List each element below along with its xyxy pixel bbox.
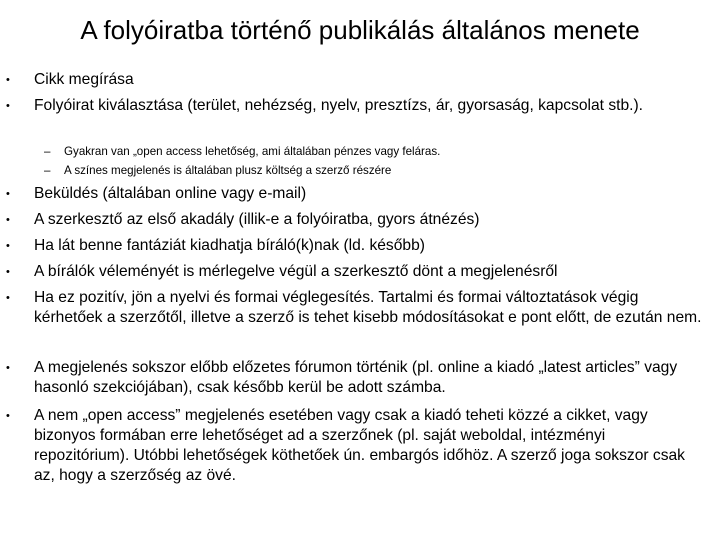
bullet-icon: • xyxy=(6,100,10,112)
bullet-icon: • xyxy=(6,362,10,374)
list-item: A nem „open access” megjelenés esetében vagy csak a kiadó teheti közzé a cikket, vagy bizonyos formában erre lehetőséget ad a szerzőnek (pl. saját weboldal, intézményi repozitórium). Utóbbi lehetőségek köthetőek ún. embargós időhöz. A szerző joga sokszor csak az, hogy a szerzőség az övé. xyxy=(34,407,685,484)
list-item: Folyóirat kiválasztása (terület, nehézség, nyelv, presztízs, ár, gyorsaság, kapcsolat stb.). xyxy=(34,97,644,114)
slide-title: A folyóiratba történő publikálás általános menete xyxy=(80,15,640,45)
list-item: A bírálók véleményét is mérlegelve végül a szerkesztő dönt a megjelenésről xyxy=(34,263,558,280)
bullet-icon: • xyxy=(6,266,10,278)
bullet-icon: • xyxy=(6,292,10,304)
bullet-icon: • xyxy=(6,74,10,86)
bullet-icon: • xyxy=(6,188,10,200)
sub-list-item: Gyakran van „open access lehetőség, ami általában pénzes vagy feláras. xyxy=(64,145,441,158)
list-item: A megjelenés sokszor előbb előzetes fórumon történik (pl. online a kiadó „latest articles” vagy hasonló szekciójában), csak később kerül be adott számba. xyxy=(34,359,678,396)
bullet-icon: • xyxy=(6,240,10,252)
sub-list-item: A színes megjelenés is általában plusz költség a szerző részére xyxy=(64,164,392,177)
list-item: Beküldés (általában online vagy e-mail) xyxy=(34,185,307,202)
dash-icon: – xyxy=(44,145,51,158)
list-item: A szerkesztő az első akadály (illik-e a folyóiratba, gyors átnézés) xyxy=(34,211,480,228)
list-item: Ha lát benne fantáziát kiadhatja bíráló(k)nak (ld. később) xyxy=(34,237,425,254)
list-item: Cikk megírása xyxy=(34,71,134,88)
list-item: Ha ez pozitív, jön a nyelvi és formai véglegesítés. Tartalmi és formai változtatások végig kérhetőek a szerzőtől, illetve a szerző is tehet kisebb módosításokat e pont előtt, de ezután nem. xyxy=(34,289,702,326)
dash-icon: – xyxy=(44,164,51,177)
bullet-icon: • xyxy=(6,214,10,226)
bullet-icon: • xyxy=(6,410,10,422)
